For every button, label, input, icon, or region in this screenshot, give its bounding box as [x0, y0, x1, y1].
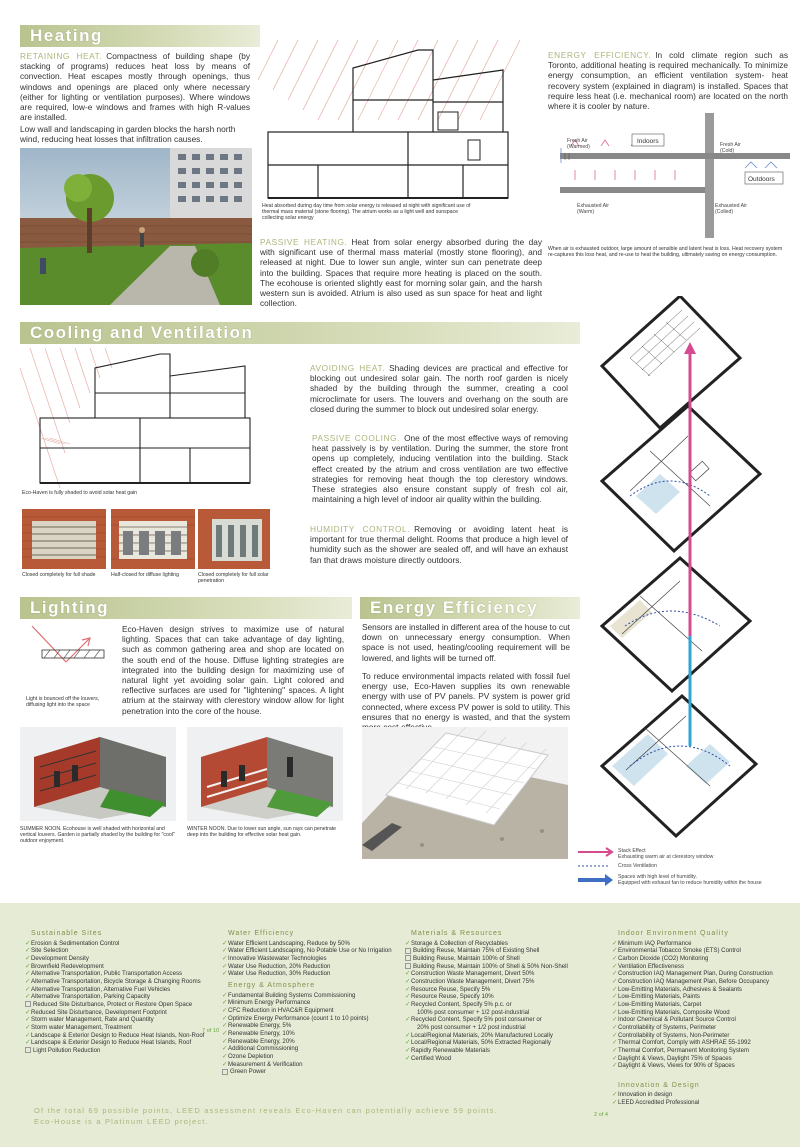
- leed-item: [612, 1016, 797, 1024]
- leed-innovation-note: 2 of 4: [594, 1112, 608, 1118]
- check-icon: ✓: [612, 1054, 618, 1062]
- leed-item: [25, 1009, 225, 1017]
- leed-item: [405, 993, 605, 1001]
- heating-section-drawing: [258, 40, 520, 202]
- leed-item-label: Recycled Content, Specify 5% post consumer or: [411, 1016, 542, 1024]
- leed-item: [612, 1055, 797, 1063]
- leed-water-column: [222, 930, 412, 1076]
- leed-item-label: Water Efficient Landscaping, Reduce by 50%: [228, 939, 350, 947]
- check-icon: ✓: [222, 1022, 228, 1030]
- heat-recovery-diagram: [555, 108, 795, 240]
- leed-innovation-head: Innovation & Design: [618, 1081, 700, 1089]
- leed-item: [222, 1061, 412, 1069]
- leed-item: [222, 992, 412, 1000]
- check-icon: ✓: [25, 993, 31, 1001]
- check-icon: ✓: [222, 954, 228, 962]
- humidity-control-text: [310, 524, 568, 565]
- check-icon: ✓: [612, 1016, 618, 1024]
- leed-item-label: Brownfield Redevelopment: [31, 962, 104, 970]
- leed-item-label: Indoor Chemical & Pollutant Source Control: [618, 1016, 736, 1024]
- leed-item-label: Innovation in design: [618, 1091, 673, 1099]
- heating-section-svg: [258, 40, 520, 202]
- leed-footer-line1: Of the total 69 possible points, LEED assessment reveals Eco-Haven can potentially achieve 59 points.: [34, 1106, 498, 1115]
- check-icon: ✓: [25, 1008, 31, 1016]
- leed-materials-head: Materials & Resources: [411, 930, 503, 937]
- leed-item: [405, 1032, 605, 1040]
- leed-item-label: Construction Waste Management, Divert 75%: [411, 977, 535, 985]
- humidity-control-body: Removing or avoiding latent heat is important for true thermal delight. Rooms that produce a high level of humidity such as the shower are sealed off, and will have an exhaust fan that draws moisture directly outdoors.: [310, 524, 568, 565]
- check-icon: ✓: [25, 977, 31, 985]
- passive-cooling-lead: PASSIVE COOLING.: [312, 433, 401, 443]
- light-bounce-caption: Light is bounced off the louvers, diffusing light into the space: [26, 696, 100, 709]
- leed-item: [612, 986, 797, 994]
- check-icon: ✓: [222, 1037, 228, 1045]
- leed-item: [612, 993, 797, 1001]
- leed-item-label: Low-Emitting Materials, Carpet: [618, 1000, 702, 1008]
- leed-materials-list: [405, 940, 605, 1063]
- winter-noon-svg: [187, 727, 343, 821]
- leed-item: [25, 978, 225, 986]
- leed-item: [612, 1001, 797, 1009]
- check-icon: ✓: [25, 985, 31, 993]
- pv-roof-svg: [362, 727, 568, 859]
- leed-item: [405, 1016, 605, 1024]
- check-icon: ✓: [25, 970, 31, 978]
- leed-water-list: [222, 940, 412, 978]
- diagram-fresh-warmed: Fresh Air (Warmed): [567, 138, 590, 151]
- check-icon: ✓: [25, 1016, 31, 1024]
- leed-indoor-column: [612, 930, 797, 1107]
- leed-item: [612, 1099, 797, 1107]
- leed-item-label: Light Pollution Reduction: [33, 1046, 101, 1054]
- energy-efficiency-lead: ENERGY EFFICIENCY.: [548, 50, 652, 60]
- leed-item-label: Recycled Content, Specify 5% p.c. or: [411, 1000, 512, 1008]
- check-icon: ✓: [222, 1052, 228, 1060]
- leed-item: [405, 1039, 605, 1047]
- empty-checkbox-icon: [25, 1047, 31, 1053]
- light-bounce-diagram: [30, 622, 112, 678]
- leed-item-label: Building Reuse, Maintain 100% of Shell: [413, 954, 520, 962]
- leed-item: [25, 970, 225, 978]
- garden-rendering-image: [20, 148, 252, 305]
- leed-item: [25, 1024, 225, 1032]
- leed-item: [405, 963, 605, 971]
- leed-item-label: Water Use Reduction, 20% Reduction: [228, 962, 331, 970]
- check-icon: ✓: [612, 1062, 618, 1070]
- leed-item: [222, 999, 412, 1007]
- leed-item-label: Erosion & Sedimentation Control: [31, 939, 120, 947]
- leed-item: [25, 940, 225, 948]
- check-icon: ✓: [222, 947, 228, 955]
- check-icon: ✓: [25, 1031, 31, 1039]
- leed-item-label: Optimize Energy Performance (count 1 to 10 points): [228, 1014, 369, 1022]
- check-icon: ✓: [25, 1039, 31, 1047]
- garden-rendering-svg: [20, 148, 252, 305]
- leed-item: [25, 1016, 225, 1024]
- leed-item-label: Low-Emitting Materials, Paints: [618, 993, 700, 1001]
- leed-item-label: Construction Waste Management, Divert 50%: [411, 970, 535, 978]
- leed-item: [405, 1009, 605, 1017]
- leed-item: [405, 970, 605, 978]
- check-icon: ✓: [612, 947, 618, 955]
- leed-item-label: LEED Accredited Professional: [618, 1099, 700, 1107]
- leed-energy-head: Energy & Atmosphere: [228, 981, 316, 989]
- check-icon: ✓: [25, 939, 31, 947]
- leed-item: [612, 970, 797, 978]
- leed-item: [222, 1030, 412, 1038]
- leed-indoor-head: Indoor Environment Quality: [618, 930, 729, 937]
- winter-noon-render: [187, 727, 343, 821]
- leed-item-label: Measurement & Verification: [228, 1060, 303, 1068]
- wind-block-text: Low wall and landscaping in garden blocks the harsh north wind, reducing heat losses that infiltration causes.: [20, 124, 236, 145]
- louver-caption-3: Closed completely for full solar penetration: [198, 572, 269, 585]
- leed-item: [25, 963, 225, 971]
- leed-item-label: Minimum IAQ Performance: [618, 939, 692, 947]
- heating-section-caption: Heat absorbed during day time from solar energy is released at night with significant use of thermal mass material (stone flooring). The atrium works as a light well and sunspace collecting solar energy: [262, 203, 471, 222]
- leed-item-label: Local/Regional Materials, 50% Extracted Regionally: [411, 1039, 551, 1047]
- energy-efficiency-body: In cold climate region such as Toronto, additional heating is required mechanically. To minimize energy consumption, an efficient ventilation system- heat recovery system (explained in diagram) is installed. Spaces that require less heat (i.e. mechanical room) are located on the north where it is cooler by nature.: [548, 50, 788, 112]
- empty-checkbox-icon: [25, 1001, 31, 1007]
- leed-item-label: Construction IAQ Management Plan, Before Occupancy: [618, 977, 770, 985]
- leed-materials-column: [405, 930, 605, 1062]
- leed-item: [25, 1001, 225, 1009]
- check-icon: ✓: [222, 1014, 228, 1022]
- passive-cooling-body: One of the most effective ways of removing heat passively is by ventilation. During the summer, the store front opens up completely, inducing ventilation into the building. Stack effect created by the atrium and cross ventilation are two effective strategies for removing heat though the top clerestory windows. These strategies also ensure constant supply of fresh col air, maintaining a high level of indoor air quality within the building.: [312, 433, 568, 505]
- leed-item: [25, 1047, 225, 1055]
- check-icon: ✓: [612, 1008, 618, 1016]
- leed-item: [222, 947, 412, 955]
- leed-item-label: Local/Regional Materials, 20% Manufactured Locally: [411, 1031, 553, 1039]
- leed-item-label: Resource Reuse, Specify 10%: [411, 993, 494, 1001]
- leed-item-label: Ozone Depletion: [228, 1052, 274, 1060]
- passive-cooling-text: [312, 433, 568, 504]
- leed-item-label: Renewable Energy, 20%: [228, 1037, 295, 1045]
- diagram-fresh-cold: Fresh Air (Cold): [720, 142, 741, 155]
- check-icon: ✓: [25, 962, 31, 970]
- check-icon: ✓: [405, 1031, 411, 1039]
- leed-item-label: Thermal Comfort, Permanent Monitoring System: [618, 1046, 750, 1054]
- leed-item: [405, 978, 605, 986]
- leed-item-label: Thermal Comfort, Comply with ASHRAE 55-1992: [618, 1039, 751, 1047]
- leed-sites-list: [25, 940, 225, 1055]
- leed-item: [25, 1032, 225, 1040]
- leed-item-label: Development Density: [31, 954, 89, 962]
- check-icon: ✓: [222, 962, 228, 970]
- cooling-section-header: Cooling and Ventilation: [20, 322, 580, 344]
- leed-item-label: Ventilation Effectiveness: [618, 962, 684, 970]
- winter-noon-caption: WINTER NOON. Due to lower sun angle, sun rays can penetrate deep into the building for effective solar heat gain.: [187, 826, 337, 839]
- leed-item: [405, 1055, 605, 1063]
- leed-item-label: Landscape & Exterior Design to Reduce Heat Islands, Non-Roof: [31, 1031, 205, 1039]
- heating-section-header: Heating: [20, 25, 260, 47]
- check-icon: ✓: [612, 1046, 618, 1054]
- leed-item: [612, 978, 797, 986]
- legend-cross: Cross Ventilation: [618, 863, 657, 869]
- leed-item-label: Building Reuse, Maintain 75% of Existing Shell: [413, 947, 540, 955]
- energy-pv-text: To reduce environmental impacts related with fossil fuel energy use, Eco-Haven supplies its own renewable energy with use of PV panels. PV system is power grid connected, where excess PV power is sold to utility. This ensures that no energy is wasted, and that the system: [362, 671, 570, 722]
- check-icon: ✓: [405, 970, 411, 978]
- check-icon: ✓: [405, 939, 411, 947]
- leed-item-label: Carbon Dioxide (CO2) Monitoring: [618, 954, 709, 962]
- leed-item-label: Controllability of Systems, Perimeter: [618, 1023, 717, 1031]
- passive-heating-text: [260, 237, 542, 308]
- check-icon: ✓: [222, 970, 228, 978]
- leed-item-label: Water Efficient Landscaping, No Potable Use or No Irrigation: [228, 947, 392, 955]
- leed-item-label: Controllability of Systems, Non-Perimeter: [618, 1031, 730, 1039]
- leed-energy-list: [222, 992, 412, 1076]
- leed-item: [222, 963, 412, 971]
- check-icon: ✓: [405, 1039, 411, 1047]
- leed-item: [405, 955, 605, 963]
- leed-item: [222, 1068, 412, 1076]
- leed-item: [222, 1007, 412, 1015]
- leed-item: [612, 1062, 797, 1070]
- diagram-indoors-label: Indoors: [637, 138, 659, 145]
- leed-item: [25, 993, 225, 1001]
- avoiding-heat-text: [310, 363, 568, 414]
- leed-item-label: Certified Wood: [411, 1054, 452, 1062]
- diagram-exhaust-colled: Exhausted Air (Colled): [715, 203, 748, 216]
- leed-item: [612, 1024, 797, 1032]
- louver-caption-1: Closed completely for full shade: [22, 572, 96, 578]
- check-icon: ✓: [25, 954, 31, 962]
- check-icon: ✓: [612, 1039, 618, 1047]
- check-icon: ✓: [612, 954, 618, 962]
- leed-item: [222, 1053, 412, 1061]
- empty-checkbox-icon: [405, 963, 411, 969]
- summer-noon-render: [20, 727, 176, 821]
- leed-item-label: Minimum Energy Performance: [228, 999, 311, 1007]
- leed-item: [25, 947, 225, 955]
- pv-roof-render: [362, 727, 568, 859]
- leed-item: [222, 1038, 412, 1046]
- check-icon: ✓: [612, 939, 618, 947]
- energy-efficiency-text: [548, 50, 788, 111]
- energy-section-header: Energy Efficiency: [360, 597, 580, 619]
- leed-item-label: Fundamental Building Systems Commissioning: [228, 991, 356, 999]
- check-icon: ✓: [222, 1006, 228, 1014]
- check-icon: ✓: [25, 947, 31, 955]
- leed-item-label: Alternative Transportation, Alternative Fuel Vehicles: [31, 985, 171, 993]
- leed-item: [612, 947, 797, 955]
- leed-item: [612, 1091, 797, 1099]
- check-icon: ✓: [222, 1060, 228, 1068]
- leed-item-label: Alternative Transportation, Bicycle Storage & Changing Rooms: [31, 977, 201, 985]
- avoiding-heat-body: Shading devices are practical and effective for blocking out undesired solar gain. The north roof garden is nicely shaded by the building through the summer, creating a cool microclimate for users. The louvers and overhang on the south are closed during the summer to block out undesired solar energy.: [310, 363, 568, 414]
- cooling-section-caption: Eco-Haven is fully shaded to avoid solar heat gain: [22, 490, 138, 496]
- leed-item-label: CFC Reduction in HVAC&R Equipment: [228, 1006, 334, 1014]
- leed-item: [405, 1001, 605, 1009]
- diagram-exhaust-warm: Exhausted Air (Warm): [577, 203, 610, 216]
- legend-stack: Stack Effect Exhausting warm air at clerestory window: [618, 848, 714, 861]
- avoiding-heat-lead: AVOIDING HEAT.: [310, 363, 386, 373]
- cooling-section-drawing: [20, 348, 258, 488]
- leed-item: [222, 1045, 412, 1053]
- check-icon: ✓: [405, 977, 411, 985]
- leed-item-label: Water Use Reduction, 30% Reduction: [228, 970, 331, 978]
- leed-item: [222, 955, 412, 963]
- leed-item: [222, 1015, 412, 1023]
- leed-item: [222, 940, 412, 948]
- lighting-text: Eco-Haven design strives to maximize use of natural lighting. Spaces that can take advantage of day lighting, such as common gathering area and shop are located on the south end of the house. Diffuse lighting strategies are integrated into the building design for maximizing use of natural light yet avoiding solar gain. Light colored and reflective surfaces are used for "lightening" spaces. A light atrium at the stairway with clerestory window allow for light penetration into the core of the house.: [122, 624, 344, 716]
- leed-item: [612, 1032, 797, 1040]
- energy-sensors-text: Sensors are installed in different area of the house to cut down on unnecessary energy consumption. When space is not used, heating/cooling requirement will be lowered, and lights will be turned off.: [362, 622, 570, 663]
- passive-heating-lead: PASSIVE HEATING.: [260, 237, 348, 247]
- leed-item-label: 20% post consumer + 1/2 post industrial: [417, 1023, 526, 1031]
- leed-item-label: Environmental Tobacco Smoke (ETS) Control: [618, 947, 741, 955]
- leed-item: [405, 947, 605, 955]
- leed-water-head: Water Efficiency: [228, 930, 295, 937]
- leed-item-label: Renewable Energy, 5%: [228, 1022, 292, 1030]
- leed-item: [25, 955, 225, 963]
- leed-innovation-list: [612, 1091, 797, 1106]
- leed-item: [612, 955, 797, 963]
- retaining-heat-lead: RETAINING HEAT.: [20, 51, 103, 61]
- leed-item: [25, 986, 225, 994]
- check-icon: ✓: [612, 1031, 618, 1039]
- diagram-outdoors-label: Outdoors: [748, 176, 775, 183]
- summer-noon-svg: [20, 727, 176, 821]
- leed-item-label: Alternative Transportation, Parking Capacity: [31, 993, 150, 1001]
- leed-item-label: Construction IAQ Management Plan, During Construction: [618, 970, 773, 978]
- leed-item: [612, 1047, 797, 1055]
- lighting-section-header: Lighting: [20, 597, 352, 619]
- louver-caption-2: Half-closed for diffuse lighting: [111, 572, 179, 578]
- humidity-control-lead: HUMIDITY CONTROL.: [310, 524, 411, 534]
- leed-item-label: Storm water Management, Treatment: [31, 1023, 132, 1031]
- check-icon: ✓: [405, 1046, 411, 1054]
- check-icon: ✓: [612, 993, 618, 1001]
- check-icon: ✓: [612, 962, 618, 970]
- leed-item-label: Innovative Wastewater Technologies: [228, 954, 327, 962]
- check-icon: ✓: [405, 1016, 411, 1024]
- check-icon: ✓: [222, 1045, 228, 1053]
- leed-item-label: Storage & Collection of Recyclables: [411, 939, 508, 947]
- retaining-heat-text: [20, 51, 250, 122]
- leed-item-label: Low-Emitting Materials, Adhesives & Sealants: [618, 985, 742, 993]
- louver-photo-closed: [22, 509, 106, 569]
- leed-item-label: Rapidly Renewable Materials: [411, 1046, 490, 1054]
- check-icon: ✓: [222, 939, 228, 947]
- leed-sites-column: [25, 930, 225, 1055]
- leed-item: [405, 1024, 605, 1032]
- leed-item-label: Resource Reuse, Specify 5%: [411, 985, 491, 993]
- check-icon: ✓: [405, 1000, 411, 1008]
- check-icon: ✓: [612, 970, 618, 978]
- ventilation-legend: [576, 846, 796, 894]
- check-icon: ✓: [222, 999, 228, 1007]
- floor-plan-stack: [590, 296, 795, 841]
- check-icon: ✓: [405, 985, 411, 993]
- leed-footer-line2: Eco-House is a Platinum LEED project.: [34, 1117, 209, 1126]
- retaining-heat-body: Compactness of building shape (by stacking of programs) reduces heat loss by means of convection. Heat escapes mostly through openings, thus windows and openings are placed only where necessary (either for lighting or ventilation purposes). Where windows are required, low-e windows and frames with high R-values are installed.: [20, 51, 250, 123]
- leed-item-label: Daylight & Views, Daylight 75% of Spaces: [618, 1054, 732, 1062]
- louver-photo-open: [198, 509, 270, 569]
- leed-item-label: Low-Emitting Materials, Composite Wood: [618, 1008, 730, 1016]
- legend-humid: Spaces with high level of humidity. Equipped with exhaust fan to reduce humidity within the house: [618, 874, 762, 887]
- check-icon: ✓: [405, 1054, 411, 1062]
- check-icon: ✓: [612, 985, 618, 993]
- leed-item: [612, 1009, 797, 1017]
- leed-item-label: Alternative Transportation, Public Transportation Access: [31, 970, 183, 978]
- summer-noon-caption: SUMMER NOON. Ecohouse is well shaded with horizontal and vertical louvers. Garden is partially shaded by the building for "cool" outdoor enjoyment.: [20, 826, 175, 845]
- empty-checkbox-icon: [405, 948, 411, 954]
- passive-heating-body: Heat from solar energy absorbed during the day with significant use of thermal mass material (mostly stone flooring), and released at night. Due to lower sun angle, winter sun can penetrate deep into the building. Spaces that require more heating is placed on the south. The ecohouse is oriented slightly east for morning solar gain, and the harsh western sun is avoided. Atrium is also used as sun space for heat and light collection.: [260, 237, 542, 309]
- check-icon: ✓: [612, 1091, 618, 1099]
- floor-plan-stack-svg: [590, 296, 795, 841]
- leed-item: [405, 1047, 605, 1055]
- check-icon: ✓: [612, 977, 618, 985]
- leed-item: [612, 940, 797, 948]
- check-icon: ✓: [612, 1099, 618, 1107]
- leed-item: [405, 940, 605, 948]
- leed-item: [222, 970, 412, 978]
- check-icon: ✓: [222, 991, 228, 999]
- leed-item: [222, 1022, 412, 1030]
- leed-sites-head: Sustainable Sites: [31, 930, 103, 937]
- check-icon: ✓: [222, 1029, 228, 1037]
- leed-item: [612, 963, 797, 971]
- heat-recovery-svg: [555, 108, 795, 240]
- leed-item-label: Site Selection: [31, 947, 69, 955]
- legend-arrows-svg: [576, 846, 616, 894]
- leed-item-label: Additional Commissioning: [228, 1045, 299, 1053]
- heat-recovery-caption: When air is exhausted outdoor, large amount of sensible and latent heat is loss. Heat recovery system re-captures this loss heat, and re-use to heat the building, ultimately saving on energy consumption.: [548, 246, 783, 259]
- leed-energy-note: 7 of 10: [202, 1028, 220, 1034]
- empty-checkbox-icon: [405, 955, 411, 961]
- empty-checkbox-icon: [222, 1069, 228, 1075]
- check-icon: ✓: [25, 1023, 31, 1031]
- leed-item-label: Landscape & Exterior Design to Reduce Heat Islands, Roof: [31, 1039, 192, 1047]
- check-icon: ✓: [612, 1000, 618, 1008]
- leed-item-label: Building Reuse, Maintain 100% of Shell & 50% Non-Shell: [413, 962, 568, 970]
- light-bounce-svg: [30, 622, 112, 678]
- louver-photo-half: [111, 509, 195, 569]
- leed-item-label: Reduced Site Disturbance, Development Footprint: [31, 1008, 167, 1016]
- cooling-section-svg: [20, 348, 258, 488]
- leed-item-label: Storm water Management, Rate and Quantity: [31, 1016, 154, 1024]
- leed-item: [405, 986, 605, 994]
- leed-item: [25, 1039, 225, 1047]
- leed-item-label: Green Power: [230, 1068, 266, 1076]
- leed-item-label: Daylight & Views, Views for 90% of Spaces: [618, 1062, 735, 1070]
- leed-item-label: Reduced Site Disturbance, Protect or Restore Open Space: [33, 1000, 193, 1008]
- leed-item-label: Renewable Energy, 10%: [228, 1029, 295, 1037]
- check-icon: ✓: [612, 1023, 618, 1031]
- leed-item-label: 100% post consumer + 1/2 post-industrial: [417, 1008, 530, 1016]
- check-icon: ✓: [405, 993, 411, 1001]
- leed-item: [612, 1039, 797, 1047]
- leed-indoor-list: [612, 940, 797, 1070]
